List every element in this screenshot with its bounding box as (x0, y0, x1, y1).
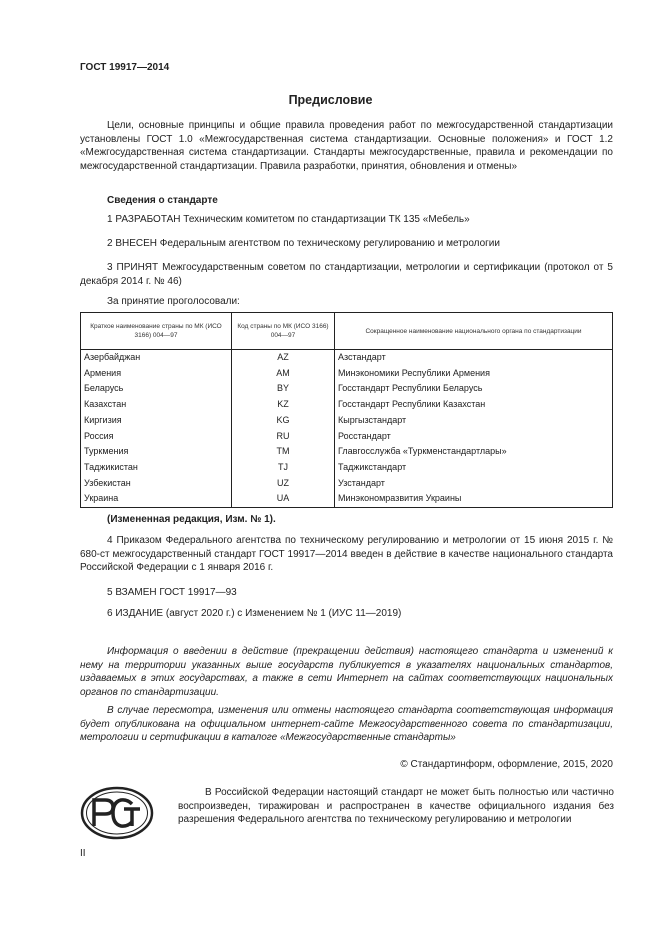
voted-label: За принятие проголосовали: (107, 296, 240, 307)
info-heading: Сведения о стандарте (107, 195, 218, 206)
cell-country: Украина (81, 491, 232, 507)
intro-paragraph: Цели, основные принципы и общие правила проведения работ по межгосударственной стандартизации установлены ГОСТ 1.0 «Межгосударственная система стандартизации. Основные положения» и ГОСТ 1.2 «Межгосударственная система стандартизации. Стандарты межгосударственные, правила и рекомендации по межгосударственной стандартизации. Правила разработки, принятия, обновления и отмены» (80, 120, 613, 172)
table-row (81, 413, 613, 429)
col-body-header: Сокращенное наименование национального органа по стандартизации (335, 313, 613, 350)
cell-country: Армения (81, 366, 232, 382)
col-country-header: Краткое наименование страны по МК (ИСО 3166) 004—97 (81, 313, 232, 350)
rst-logo-icon (80, 786, 154, 840)
voting-table (80, 312, 613, 508)
amended-note: (Измененная редакция, Изм. № 1). (107, 514, 276, 525)
info-italic-1: Информация о введении в действие (прекращении действия) настоящего стандарта и изменений к нему на территории указанных выше государств публикуется в указателях национальных стандартов, издаваемых в этих государствах, а также в сети Интернет на сайтах соответствующих национальных органов по стандартизации. (80, 646, 613, 698)
document-code: ГОСТ 19917—2014 (80, 62, 170, 73)
cell-code: AZ (232, 350, 335, 366)
cell-country: Таджикистан (81, 460, 232, 476)
cell-body: Минэкономразвития Украины (335, 491, 613, 507)
item-4: 4 Приказом Федерального агентства по техническому регулированию и метрологии от 15 июня 2015 г. № 680-ст межгосударственный стандарт ГОСТ 19917—2014 введен в действие в качестве национального стандарта Российской Федерации с 1 января 2016 г. (80, 535, 613, 573)
cell-body: Росстандарт (335, 429, 613, 445)
table-header-row (81, 313, 613, 350)
cell-code: AM (232, 366, 335, 382)
cell-body: Кыргызстандарт (335, 413, 613, 429)
cell-code: TJ (232, 460, 335, 476)
cell-body: Главгосслужба «Туркменстандартлары» (335, 444, 613, 460)
copyright: © Стандартинформ, оформление, 2015, 2020 (400, 759, 613, 770)
item-1: 1 РАЗРАБОТАН Техническим комитетом по стандартизации ТК 135 «Мебель» (107, 214, 470, 225)
table-row (81, 429, 613, 445)
item-6: 6 ИЗДАНИЕ (август 2020 г.) с Изменением № 1 (ИУС 11—2019) (107, 608, 402, 619)
table-row (81, 476, 613, 492)
cell-code: UA (232, 491, 335, 507)
table-row (81, 460, 613, 476)
cell-code: KG (232, 413, 335, 429)
table-row (81, 397, 613, 413)
col-code-header: Код страны по МК (ИСО 3166) 004—97 (232, 313, 335, 350)
cell-code: UZ (232, 476, 335, 492)
cell-code: BY (232, 381, 335, 397)
cell-country: Беларусь (81, 381, 232, 397)
cell-country: Казахстан (81, 397, 232, 413)
table-row (81, 491, 613, 507)
page-number: II (80, 848, 86, 859)
cell-body: Узстандарт (335, 476, 613, 492)
table-row (81, 366, 613, 382)
item-5: 5 ВЗАМЕН ГОСТ 19917—93 (107, 587, 237, 598)
cell-body: Госстандарт Республики Беларусь (335, 381, 613, 397)
item-2: 2 ВНЕСЕН Федеральным агентством по техническому регулированию и метрологии (107, 238, 500, 249)
cell-code: KZ (232, 397, 335, 413)
cell-code: TM (232, 444, 335, 460)
page-title: Предисловие (288, 93, 373, 107)
cell-country: Азербайджан (81, 350, 232, 366)
cell-body: Таджикстандарт (335, 460, 613, 476)
cell-body: Минэкономики Республики Армения (335, 366, 613, 382)
cell-code: RU (232, 429, 335, 445)
info-italic-2: В случае пересмотра, изменения или отмены настоящего стандарта соответствующая информация будет опубликована на официальном интернет-сайте Межгосударственного совета по стандартизации, метрологии и сертификации в каталоге «Межгосударственные стандарты» (80, 705, 613, 743)
cell-country: Россия (81, 429, 232, 445)
cell-country: Киргизия (81, 413, 232, 429)
table-row (81, 350, 613, 366)
cell-body: Азстандарт (335, 350, 613, 366)
table-row (81, 444, 613, 460)
cell-country: Узбекистан (81, 476, 232, 492)
table-row (81, 381, 613, 397)
footer-notice: В Российской Федерации настоящий стандарт не может быть полностью или частично воспроизведен, тиражирован и распространен в качестве официального издания без разрешения Федерального агентства по техническому регулированию и метрологии (178, 787, 614, 825)
cell-body: Госстандарт Республики Казахстан (335, 397, 613, 413)
item-3: 3 ПРИНЯТ Межгосударственным советом по стандартизации, метрологии и сертификации (протокол от 5 декабря 2014 г. № 46) (80, 262, 613, 287)
cell-country: Туркмения (81, 444, 232, 460)
